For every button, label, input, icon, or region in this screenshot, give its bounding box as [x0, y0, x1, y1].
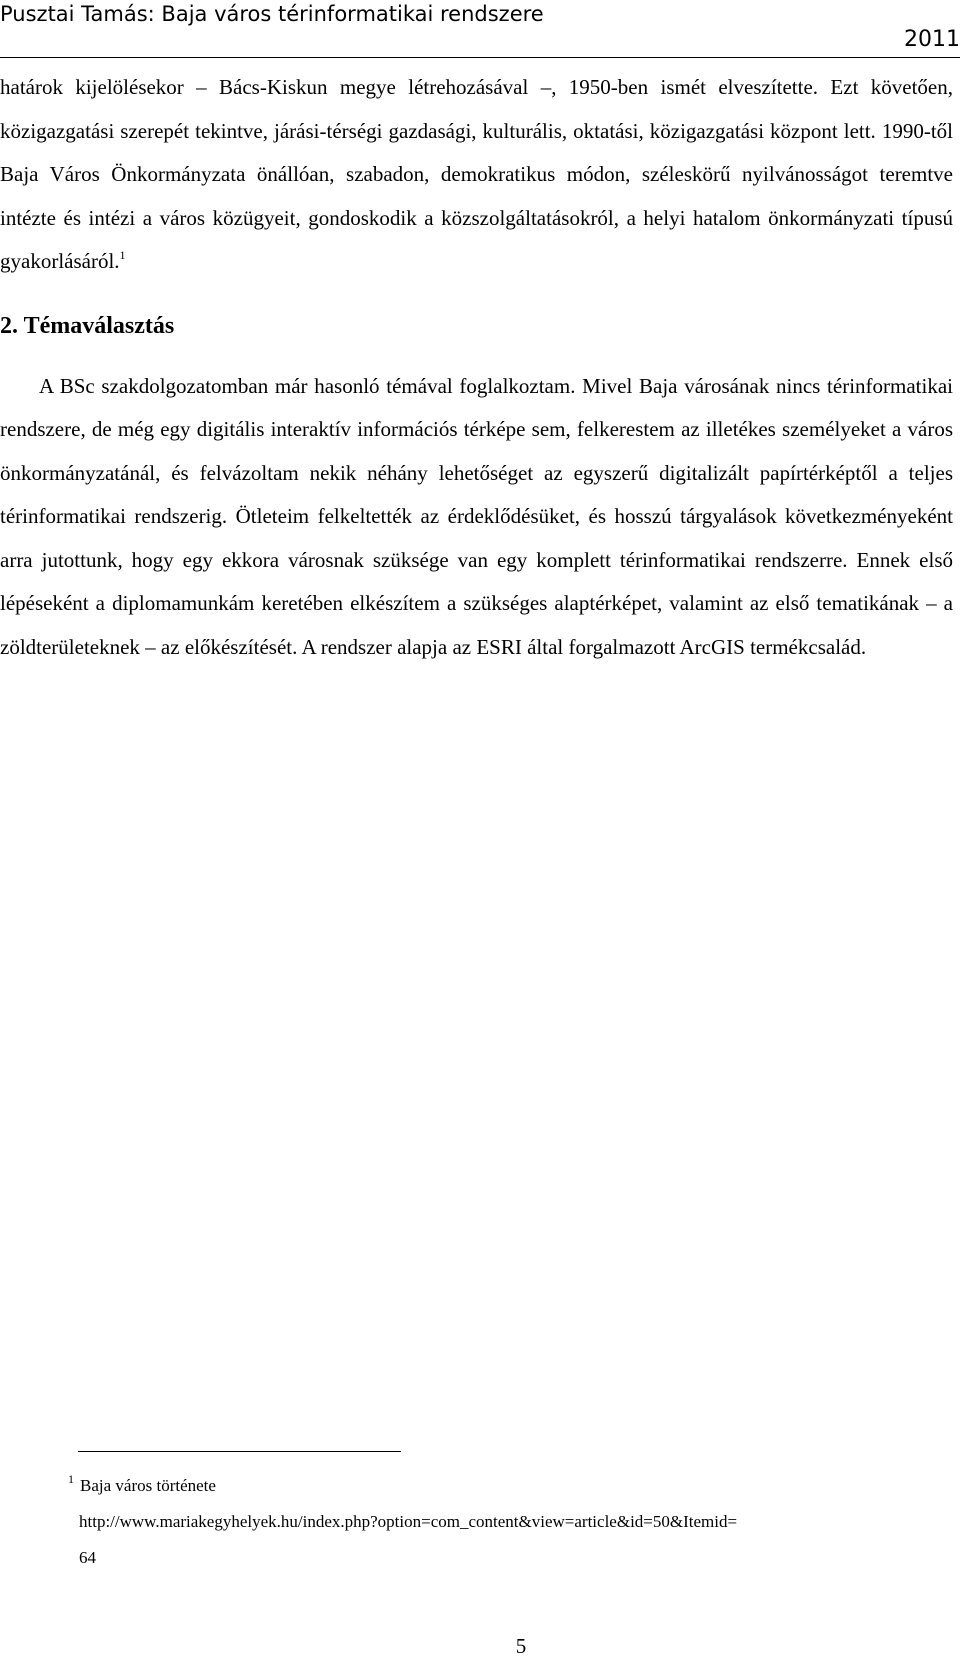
footnote — [68, 1468, 948, 1576]
header-year: 2011 — [904, 27, 960, 52]
page-number: 5 — [515, 1634, 527, 1658]
header-title: Pusztai Tamás: Baja város térinformatikai rendszere — [0, 2, 544, 26]
running-header — [0, 0, 960, 58]
footnote-title: Baja város története — [80, 1476, 216, 1495]
footnote-marker: 1 — [68, 1472, 74, 1486]
footnote-reference[interactable]: 1 — [119, 248, 126, 262]
footnote-title-line — [68, 1468, 948, 1504]
footnote-url[interactable]: http://www.mariakegyhelyek.hu/index.php?option=com_content&view=article&id=50&Itemid= — [79, 1512, 738, 1531]
section-heading: 2. Témaválasztás — [0, 312, 175, 339]
intro-paragraph-text: határok kijelölésekor – Bács-Kiskun megye létrehozásával –, 1950-ben ismét elveszítette. Ezt követően, közigazgatási szerepét tekintve, járási-térségi gazdasági, kulturális, oktatási, közigazgatási központ lett. 1990-től Baja Város Önkormányzata önállóan, szabadon, demokratikus módon, széleskörű nyilvánosságot teremtve intézte és intézi a város közügyeit, gondoskodik a közszolgáltatásokról, a helyi hatalom önkormányzati típusú gyakorlásáról. — [0, 75, 953, 273]
header-divider — [0, 57, 960, 58]
footnote-url-tail[interactable]: 64 — [79, 1548, 96, 1567]
main-paragraph: A BSc szakdolgozatomban már hasonló témával foglalkoztam. Mivel Baja városának nincs térinformatikai rendszere, de még egy digitális interaktív információs térképe sem, felkerestem az illetékes személyeket a város önkormányzatánál, és felvázoltam nekik néhány lehetőséget az egyszerű digitalizált papírtérképtől a teljes térinformatikai rendszerig. Ötleteim felkeltették az érdeklődésüket, és hosszú tárgyalások következményeként arra jutottunk, hogy egy ekkora városnak szüksége van egy komplett térinformatikai rendszerre. Ennek első lépéseként a diplomamunkám keretében elkészítem a szükséges alaptérképet, valamint az első tematikának – a zöldterületeknek – az előkészítését. A rendszer alapja az ESRI által forgalmazott ArcGIS termékcsalád. — [0, 373, 953, 659]
intro-paragraph — [0, 66, 953, 284]
footnote-divider — [78, 1451, 401, 1452]
main-text — [0, 66, 953, 669]
